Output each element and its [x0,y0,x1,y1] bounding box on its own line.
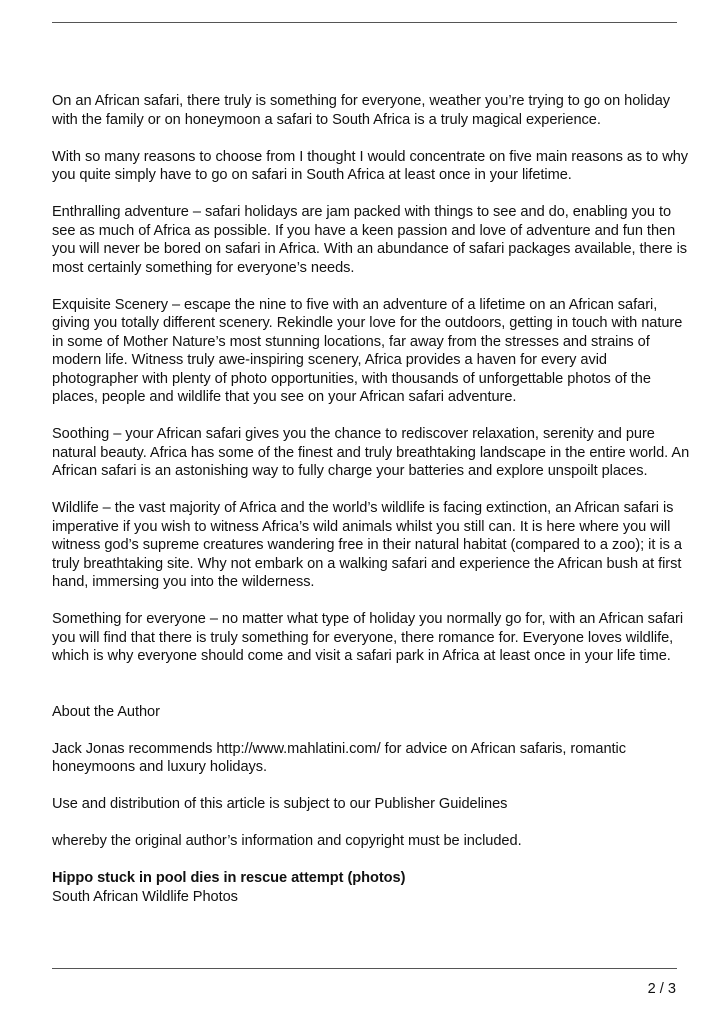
header-rule [52,22,677,23]
paragraph-wildlife: Wildlife – the vast majority of Africa and the world’s wildlife is facing extinction, an African safari is imperative if you wish to witness Africa’s wild animals whilst you still can. It is here where you will witness god’s supreme creatures wandering free in their natural habitat (compared to a zoo); it is a truly breathtaking site. Why not embark on a walking safari and experience the African bush at first hand, immersing you into the wilderness. [52,500,682,590]
author-bio: Jack Jonas recommends http://www.mahlatini.com/ for advice on African safaris, romantic honeymoons and luxury holidays. [52,740,626,775]
about-author-heading: About the Author [52,703,160,720]
usage-note: Use and distribution of this article is subject to our Publisher Guidelines [52,796,508,812]
paragraph-adventure: Enthralling adventure – safari holidays are jam packed with things to see and do, enabling you to see as much of Africa as possible. If you have a keen passion and love of adventure and fun then you will never be bored on safari in Africa. With an abundance of safari packages available, there is most certainly something for everyone’s needs. [52,204,688,276]
paragraph-everyone: Something for everyone – no matter what type of holiday you normally go for, with an African safari you will find that there is truly something for everyone, there romance for. Everyone loves wildlife, which is why everyone should come and visit a safari park in Africa at least once in your life time. [52,611,684,664]
related-article-title: Hippo stuck in pool dies in rescue attempt (photos) [52,870,406,886]
footer-rule [52,968,677,969]
paragraph-soothing: Soothing – your African safari gives you the chance to rediscover relaxation, serenity and pure natural beauty. Africa has some of the finest and truly breathtaking landscape in the entire world. An African safari is an astonishing way to fully charge your batteries and explore unspoilt places. [52,426,690,479]
copyright-note: whereby the original author’s information and copyright must be included. [52,833,522,849]
page-number: 2 / 3 [647,981,676,997]
paragraph-scenery: Exquisite Scenery – escape the nine to five with an adventure of a lifetime on an African safari, giving you totally different scenery. Rekindle your love for the outdoors, getting in touch with nature in some of Mother Nature’s most stunning locations, far away from the stresses and strains of modern life. Witness truly awe-inspiring scenery, Africa provides a haven for every avid photographer with plenty of photo opportunities, with thousands of unforgettable photos of the places, people and wildlife that you see on your African safari adventure. [52,296,683,405]
related-article-subtitle: South African Wildlife Photos [52,888,238,905]
paragraph-reasons: With so many reasons to choose from I thought I would concentrate on five main reasons as to why you quite simply have to go on safari in South Africa at least once in your lifetime. [52,148,689,183]
paragraph-intro: On an African safari, there truly is something for everyone, weather you’re trying to go on holiday with the family or on honeymoon a safari to South Africa is a truly magical experience. [52,93,671,128]
document-body [52,92,692,906]
